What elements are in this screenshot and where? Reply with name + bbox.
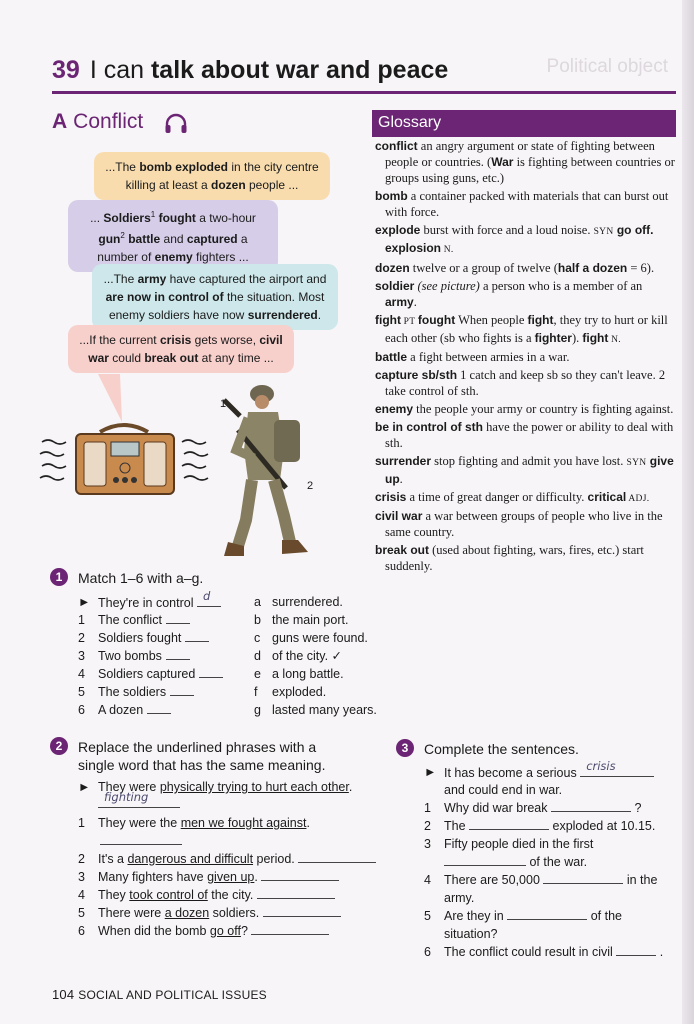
answer-blank[interactable] [166, 648, 190, 660]
exercise-2-instruction: Replace the underlined phrases with a single word that has the same meaning. [78, 739, 326, 773]
exercise-3-instruction: Complete the sentences. [424, 741, 579, 757]
answer-blank[interactable] [147, 702, 171, 714]
glossary-list [375, 138, 677, 576]
unit-title-bold: talk about war and peace [150, 56, 449, 84]
glossary-title: Glossary [372, 110, 676, 137]
glossary-entry: fight PT fought When people fight, they try to hurt or kill each other (sb who fights is a fighter). fight N. [375, 312, 668, 345]
match-row: 5 The soldiers f exploded. [78, 685, 327, 699]
answer-line[interactable] [251, 923, 329, 935]
answer-blank[interactable] [170, 684, 194, 696]
glossary-entry: civil war a war between groups of people who live in the same country. [375, 509, 663, 540]
bubble-tail [96, 374, 126, 422]
answer-line[interactable] [543, 872, 623, 884]
match-row: 4 Soldiers captured e a long battle. [78, 667, 344, 681]
page-edge [682, 0, 694, 1024]
glossary-entry: break out (used about fighting, wars, fires, etc.) start suddenly. [375, 543, 644, 574]
match-row: 1 The conflict b the main port. [78, 613, 349, 627]
glossary-entry: enemy the people your army or country is fighting against. [375, 402, 674, 417]
exercise-3-item-line2: army. [444, 891, 475, 905]
speech-bubble-4: ...If the current crisis gets worse, civil war could break out at any time ... [68, 325, 294, 373]
answer-line[interactable] [469, 818, 549, 830]
speech-bubble-2: ... Soldiers$^1$ fought a two-hour gun$^2$ battle and captured a number of enemy fighters ... [68, 200, 278, 272]
answer-line[interactable] [100, 832, 182, 850]
glossary-entry: battle a fight between armies in a war. [375, 350, 570, 365]
answer-line[interactable] [257, 887, 335, 899]
glossary-entry: conflict an angry argument or state of fighting between people or countries. (War is fighting between countries or groups using guns, etc.) [375, 139, 675, 186]
soldier-illustration [218, 380, 324, 566]
picture-label-1: 1 [220, 398, 227, 410]
match-row: 2 Soldiers fought c guns were found. [78, 631, 368, 645]
glossary-entry: surrender stop fighting and admit you have lost. SYN give up. [375, 453, 674, 486]
exercise-1-instruction: Match 1–6 with a–g. [78, 570, 204, 586]
unit-title [52, 54, 682, 86]
glossary-entry: bomb a container packed with materials that can burst out with force. [375, 189, 669, 220]
answer-line[interactable] [298, 851, 376, 863]
glossary-entry: capture sb/sth 1 catch and keep sb so they can't leave. 2 take control of sth. [375, 368, 666, 399]
section-title: Conflict [73, 110, 144, 133]
page-number: 104 [52, 987, 75, 1002]
answer-line[interactable] [263, 905, 341, 917]
unit-number: 39 [52, 56, 80, 84]
page-footer [52, 987, 267, 1002]
radio-illustration [38, 420, 210, 500]
exercise-1-number: 1 [50, 568, 68, 586]
section-heading [52, 110, 143, 134]
headphones-icon[interactable] [164, 113, 188, 135]
exercise-2-example-answer[interactable]: fighting [98, 794, 180, 812]
answer-line[interactable] [261, 869, 339, 881]
section-letter: A [52, 110, 68, 133]
glossary-entry: explode burst with force and a loud noise. SYN go off. explosion N. [375, 223, 654, 256]
show-through-text: Political object [546, 56, 668, 77]
answer-blank[interactable]: d [197, 593, 221, 607]
unit-title-pre: I can [89, 56, 151, 84]
exercise-3-item-line2: situation? [444, 927, 498, 941]
glossary-entry: soldier (see picture) a person who is a member of an army. [375, 278, 643, 309]
match-row: 3 Two bombs d of the city. ✓ [78, 649, 342, 663]
match-row: 6 A dozen g lasted many years. [78, 703, 377, 717]
answer-line[interactable] [616, 944, 656, 956]
exercise-3-example-line2: and could end in war. [444, 783, 563, 797]
speech-bubble-3: ...The army have captured the airport and are now in control of the situation. Most enemy soldiers have now surrendered. [92, 264, 338, 330]
exercise-3-number: 3 [396, 739, 414, 757]
glossary-entry: be in control of sth have the power or ability to deal with sth. [375, 419, 674, 450]
glossary-entry: dozen twelve or a group of twelve (half a dozen = 6). [375, 260, 655, 275]
picture-label-2: 2 [307, 480, 314, 492]
title-rule [52, 91, 676, 94]
exercise-2-number: 2 [50, 737, 68, 755]
match-row: ► They're in control d a surrendered. [78, 589, 343, 610]
answer-line[interactable] [507, 908, 587, 920]
speech-bubble-1: ...The bomb exploded in the city centre killing at least a dozen people ... [94, 152, 330, 200]
answer-blank[interactable] [199, 666, 223, 678]
answer-blank[interactable]: crisis [580, 763, 654, 777]
answer-blank[interactable] [185, 630, 209, 642]
answer-line[interactable] [444, 854, 526, 866]
answer-blank[interactable] [166, 612, 190, 624]
answer-line[interactable] [551, 800, 631, 812]
glossary-entry: crisis a time of great danger or difficulty. critical ADJ. [375, 489, 650, 504]
footer-section: SOCIAL AND POLITICAL ISSUES [78, 988, 267, 1002]
